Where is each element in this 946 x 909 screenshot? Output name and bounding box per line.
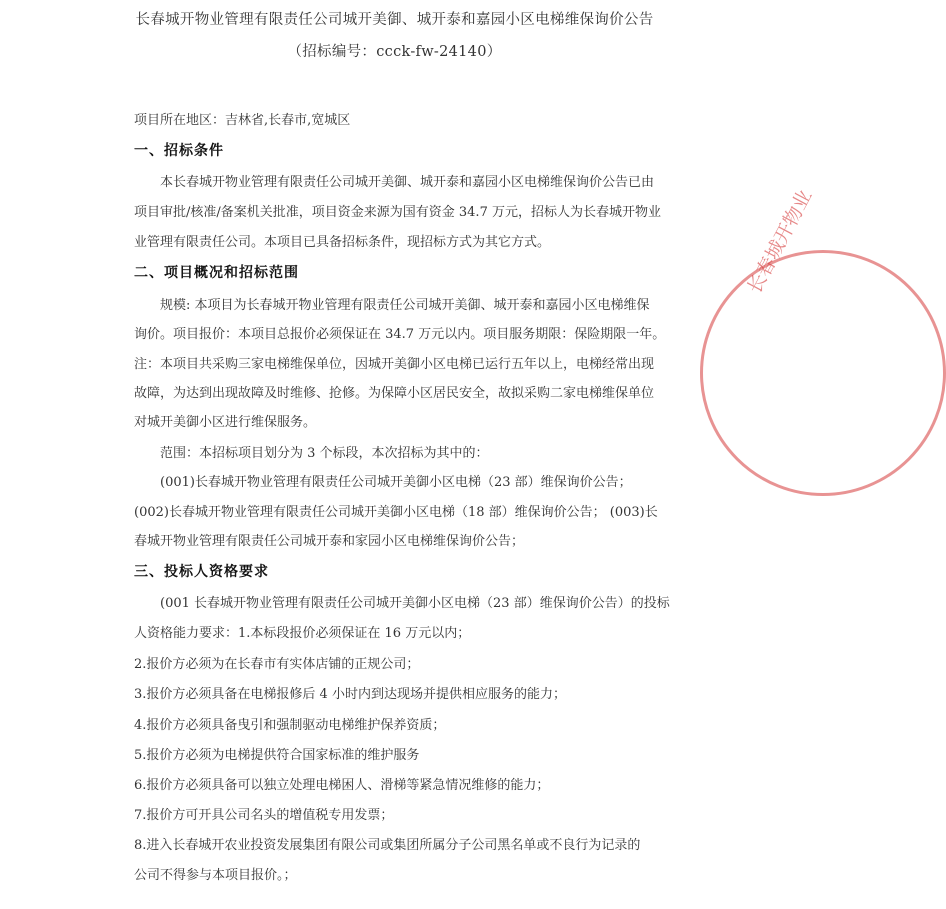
section3-line: 2.报价方必须为在长春市有实体店铺的正规公司； <box>134 657 420 672</box>
document-title: 长春城开物业管理有限责任公司城开美御、城开泰和嘉园小区电梯维保询价公告 <box>135 12 654 28</box>
section3-line: 4.报价方必须具备曳引和强制驱动电梯维护保养资质； <box>134 718 446 733</box>
section1-line: 业管理有限责任公司。本项目已具备招标条件，现招标方式为其它方式。 <box>134 235 551 250</box>
section1-line: 项目审批/核准/备案机关批准，项目资金来源为国有资金 34.7 万元，招标人为长春城开物业 <box>134 205 661 220</box>
section3-line: 人资格能力要求：1.本标段报价必须保证在 16 万元以内； <box>134 626 471 641</box>
section3-line: 公司不得参与本项目报价。； <box>134 868 297 883</box>
section3-line: (001 长春城开物业管理有限责任公司城开美御小区电梯（23 部）维保询价公告）的投标 <box>160 596 670 611</box>
bid-number: （招标编号：ccck-fw-24140） <box>287 44 502 60</box>
section3-line: 7.报价方可开具公司名头的增值税专用发票； <box>134 808 394 823</box>
company-seal <box>700 250 946 496</box>
section2-line: (001)长春城开物业管理有限责任公司城开美御小区电梯（23 部）维保询价公告； <box>160 475 632 490</box>
section3-line: 8.进入长春城开农业投资发展集团有限公司或集团所属分子公司黑名单或不良行为记录的 <box>134 838 641 853</box>
section2-heading: 二、项目概况和招标范围 <box>134 265 299 281</box>
section3-heading: 三、投标人资格要求 <box>134 564 269 580</box>
section1-line: 本长春城开物业管理有限责任公司城开美御、城开泰和嘉园小区电梯维保询价公告已由 <box>160 175 655 190</box>
section3-line: 5.报价方必须为电梯提供符合国家标准的维护服务 <box>134 748 420 763</box>
region-line: 项目所在地区：吉林省,长春市,宽城区 <box>134 113 351 128</box>
section3-line: 3.报价方必须具备在电梯报修后 4 小时内到达现场并提供相应服务的能力； <box>134 687 566 702</box>
section2-line: 春城开物业管理有限责任公司城开泰和家园小区电梯维保询价公告； <box>134 534 525 549</box>
section2-line: 对城开美御小区进行维保服务。 <box>134 415 317 430</box>
section2-line: (002)长春城开物业管理有限责任公司城开美御小区电梯（18 部）维保询价公告； (003)长 <box>134 505 658 520</box>
section2-line: 规模: 本项目为长春城开物业管理有限责任公司城开美御、城开泰和嘉园小区电梯维保 <box>160 298 650 313</box>
seal-text: 长春城开物业 <box>743 186 817 298</box>
section2-line: 询价。项目报价：本项目总报价必须保证在 34.7 万元以内。项目服务期限：保险期限一年。 <box>134 327 666 342</box>
section2-line: 范围：本招标项目划分为 3 个标段，本次招标为其中的： <box>160 446 489 461</box>
section2-line: 注：本项目共采购三家电梯维保单位，因城开美御小区电梯已运行五年以上，电梯经常出现 <box>134 357 655 372</box>
section3-line: 6.报价方必须具备可以独立处理电梯困人、滑梯等紧急情况维修的能力； <box>134 778 550 793</box>
section2-line: 故障，为达到出现故障及时维修、抢修。为保障小区居民安全，故拟采购二家电梯维保单位 <box>134 386 655 401</box>
section1-heading: 一、招标条件 <box>134 143 224 159</box>
